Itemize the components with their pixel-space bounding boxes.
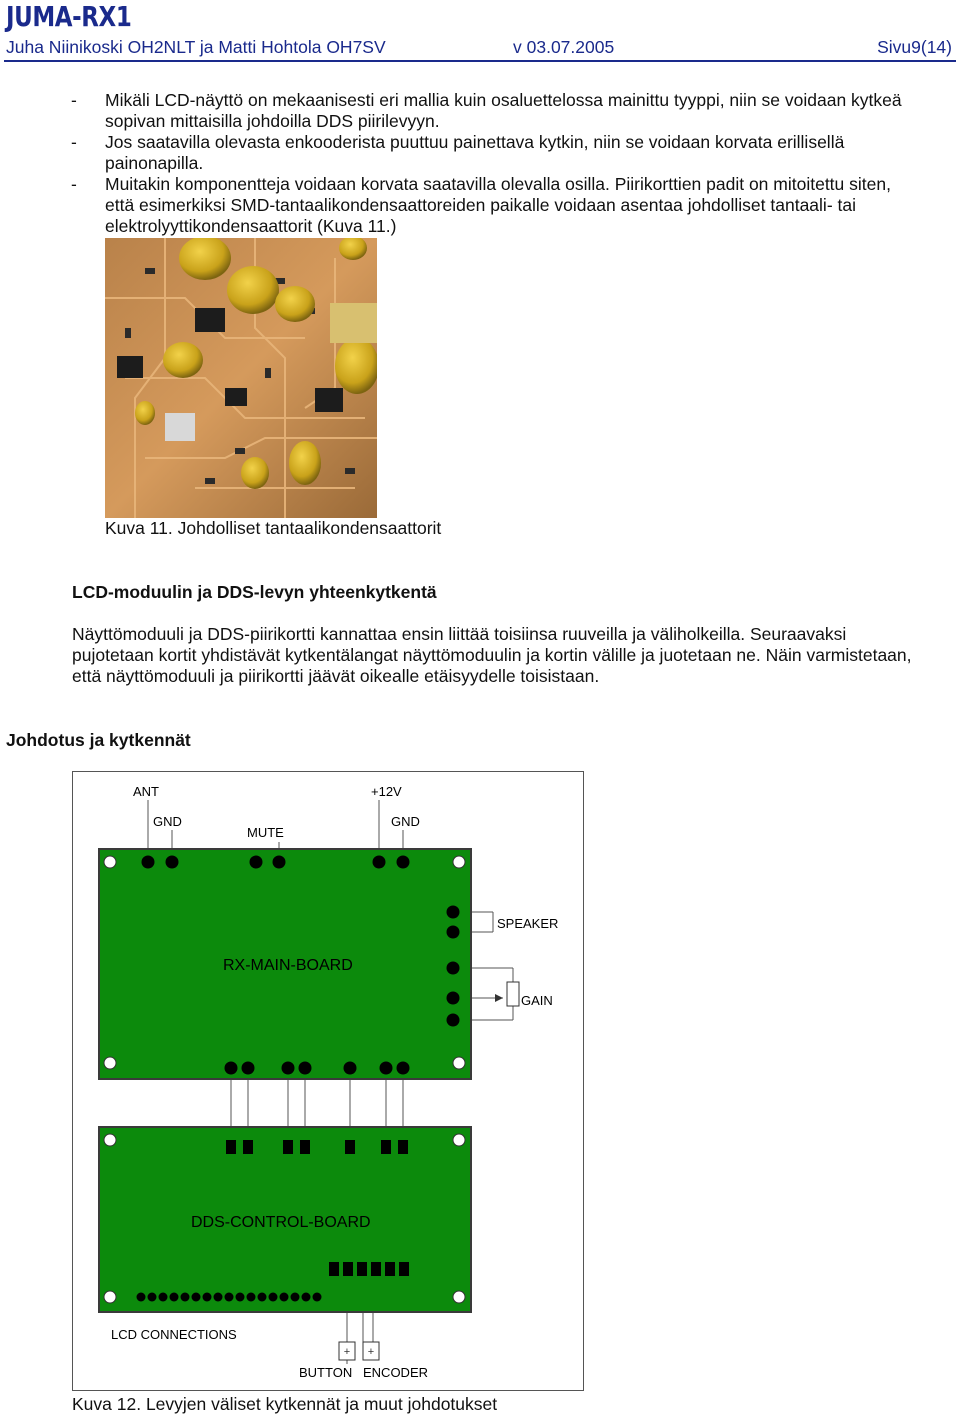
document-logo: JUMA-RX1 xyxy=(6,0,132,33)
section-heading-wiring: Johdotus ja kytkennät xyxy=(6,730,191,750)
bullet-2-line-2: painonapilla. xyxy=(105,153,204,173)
dds-board-label: DDS-CONTROL-BOARD xyxy=(191,1214,371,1231)
gnd-label: GND xyxy=(391,814,420,829)
bullet-dash: - xyxy=(71,174,77,194)
section-1-line-1: Näyttömoduuli ja DDS-piirikortti kannattaa ensin liittää toisiinsa ruuveilla ja väliholkeilla. Seuraavaksi xyxy=(72,624,847,644)
pcb-photo xyxy=(105,238,377,518)
header-rule xyxy=(4,60,956,62)
bullet-3-line-2: että esimerkiksi SMD-tantaalikondensaattoreiden paikalle voidaan asentaa johdolliset tantaali- tai xyxy=(105,195,856,215)
gain-label: GAIN xyxy=(521,993,553,1008)
wiring-diagram xyxy=(72,771,584,1391)
gnd-label: GND xyxy=(153,814,182,829)
section-1-line-2: pujotetaan kortit yhdistävät kytkentälangat näyttömoduulin ja kortin välille ja juotetaan ne. Näin varmistetaan, xyxy=(72,645,912,665)
bullet-dash: - xyxy=(71,132,77,152)
header-page-number: Sivu9(14) xyxy=(877,37,952,57)
figure-11-caption: Kuva 11. Johdolliset tantaalikondensaattorit xyxy=(105,518,442,538)
section-1-line-3: että näyttömoduuli ja piirikortti jäävät oikealle etäisyydelle toisistaan. xyxy=(72,666,600,686)
bullet-3-line-3: elektrolyyttikondensaattorit (Kuva 11.) xyxy=(105,216,397,236)
lcd-connections-label: LCD CONNECTIONS xyxy=(111,1327,237,1342)
bullet-dash: - xyxy=(71,90,77,110)
ant-label: ANT xyxy=(133,784,159,799)
mute-label: MUTE xyxy=(247,825,284,840)
bullet-1-line-1: Mikäli LCD-näyttö on mekaanisesti eri mallia kuin osaluettelossa mainittu tyyppi, niin se voidaan kytkeä xyxy=(105,90,902,110)
header-version: v 03.07.2005 xyxy=(513,37,615,57)
figure-12-caption: Kuva 12. Levyjen väliset kytkennät ja muut johdotukset xyxy=(72,1394,498,1414)
bullet-1-line-2: sopivan mittaisilla johdoilla DDS piirilevyyn. xyxy=(105,111,440,131)
section-heading-lcd: LCD-moduulin ja DDS-levyn yhteenkytkentä xyxy=(72,582,437,602)
button-label: BUTTON xyxy=(299,1365,353,1380)
encoder-label: ENCODER xyxy=(363,1365,429,1380)
header-authors: Juha Niinikoski OH2NLT ja Matti Hohtola OH7SV xyxy=(6,37,386,57)
svg-text:+: + xyxy=(343,1346,351,1358)
rx-board-label: RX-MAIN-BOARD xyxy=(223,957,353,974)
speaker-label: SPEAKER xyxy=(497,916,559,931)
svg-text:+: + xyxy=(367,1346,375,1358)
bullet-3-line-1: Muitakin komponentteja voidaan korvata saatavilla olevalla osilla. Piirikorttien padit on mitoitettu siten, xyxy=(105,174,891,194)
plus12v-label: +12V xyxy=(371,784,402,799)
bullet-2-line-1: Jos saatavilla olevasta enkooderista puuttuu painettava kytkin, niin se voidaan korvata erillisellä xyxy=(105,132,845,152)
